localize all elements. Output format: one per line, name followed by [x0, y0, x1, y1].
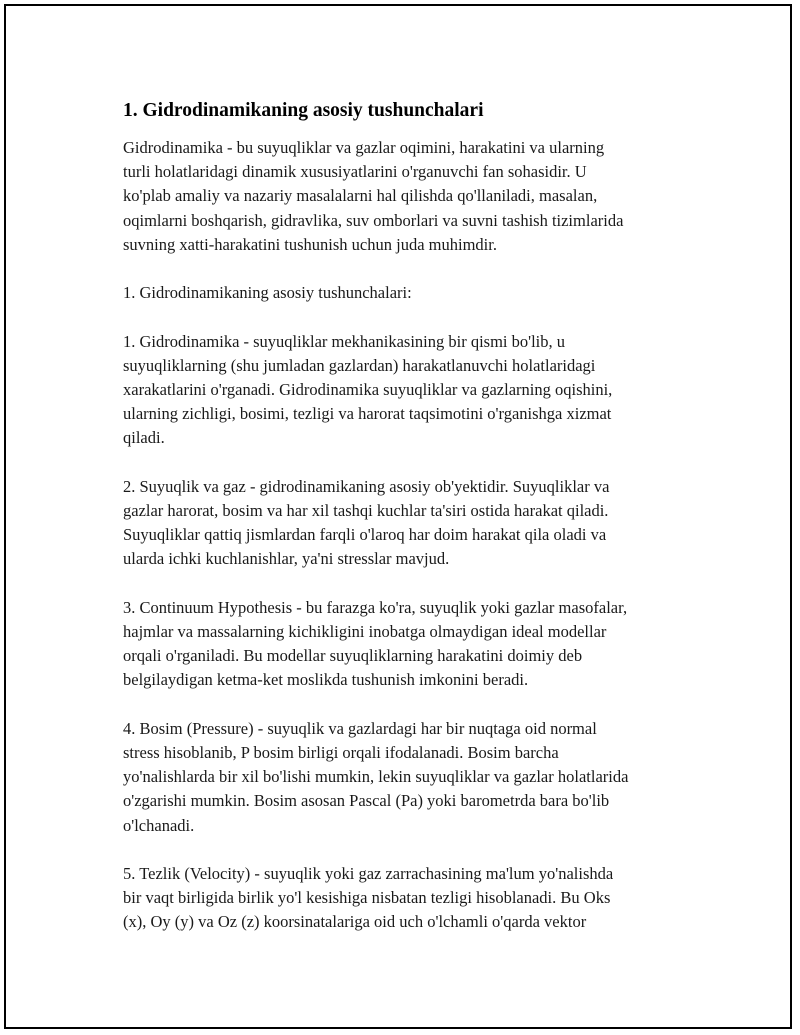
text-line: 1. Gidrodinamika - suyuqliklar mekhanikasining bir qismi bo'lib, u — [123, 331, 566, 351]
text-line: bir vaqt birligida birlik yo'l kesishiga nisbatan tezligi hisoblanadi. Bu Oks — [123, 888, 611, 908]
page-frame — [4, 4, 792, 1029]
text-line: (x), Oy (y) va Oz (z) koorsinatalariga oid uch o'lchamli o'qarda vektor — [123, 912, 587, 932]
text-line: gazlar harorat, bosim va har xil tashqi kuchlar ta'siri ostida harakat qiladi. — [123, 501, 609, 520]
text-line: Suyuqliklar qattiq jismlardan farqli o'laroq har doim harakat qila oladi va — [123, 525, 607, 545]
text-line: o'lchanadi. — [123, 815, 195, 835]
text-line: ularning zichligi, bosimi, tezligi va harorat taqsimotini o'rganishga xizmat — [123, 404, 612, 424]
paragraph — [123, 330, 693, 451]
text-line: o'zgarishi mumkin. Bosim asosan Pascal (Pa) yoki barometrda bara bo'lib — [123, 791, 610, 811]
paragraph — [123, 862, 693, 935]
text-line: suyuqliklarning (shu jumladan gazlardan) harakatlanuvchi holatlaridagi — [123, 355, 596, 375]
text-line: 2. Suyuqlik va gaz - gidrodinamikaning asosiy ob'yektidir. Suyuqliklar va — [123, 476, 610, 496]
text-line: stress hisoblanib, P bosim birligi orqali ifodalanadi. Bosim barcha — [123, 743, 559, 762]
text-line: 1. Gidrodinamikaning asosiy tushunchalari: — [123, 283, 412, 303]
text-line: ularda ichki kuchlanishlar, ya'ni stresslar mavjud. — [123, 549, 450, 569]
text-line: oqimlarni boshqarish, gidravlika, suv omborlari va suvni tashish tizimlarida — [123, 210, 624, 230]
text-line: hajmlar va massalarning kichikligini inobatga olmaydigan ideal modellar — [123, 622, 607, 641]
text-line: suvning xatti-harakatini tushunish uchun juda muhimdir. — [123, 234, 497, 254]
document-body — [123, 98, 693, 959]
text-line: Gidrodinamika - bu suyuqliklar va gazlar oqimini, harakatini va ularning — [123, 138, 605, 157]
paragraph — [123, 136, 693, 257]
text-line: xarakatlarini o'rganadi. Gidrodinamika suyuqliklar va gazlarning oqishini, — [123, 380, 613, 399]
text-line: 3. Continuum Hypothesis - bu farazga ko'ra, suyuqlik yoki gazlar masofalar, — [123, 597, 628, 617]
paragraph — [123, 596, 693, 693]
paragraph — [123, 281, 693, 305]
text-line: 5. Tezlik (Velocity) - suyuqlik yoki gaz zarrachasining ma'lum yo'nalishda — [123, 864, 614, 883]
text-line: turli holatlaridagi dinamik xususiyatlarini o'rganuvchi fan sohasidir. U — [123, 162, 587, 182]
text-line: belgilaydigan ketma-ket moslikda tushunish imkonini beradi. — [123, 670, 529, 690]
text-line: qiladi. — [123, 428, 165, 448]
section-heading: 1. Gidrodinamikaning asosiy tushunchalari — [123, 100, 484, 121]
text-line: orqali o'rganiladi. Bu modellar suyuqliklarning harakatini doimiy deb — [123, 646, 583, 666]
text-line: 4. Bosim (Pressure) - suyuqlik va gazlardagi har bir nuqtaga oid normal — [123, 718, 597, 738]
paragraph — [123, 475, 693, 572]
paragraph — [123, 717, 693, 838]
text-line: yo'nalishlarda bir xil bo'lishi mumkin, lekin suyuqliklar va gazlar holatlarida — [123, 767, 629, 787]
paragraph-list — [123, 136, 693, 935]
text-line: ko'plab amaliy va nazariy masalalarni hal qilishda qo'llaniladi, masalan, — [123, 186, 598, 206]
